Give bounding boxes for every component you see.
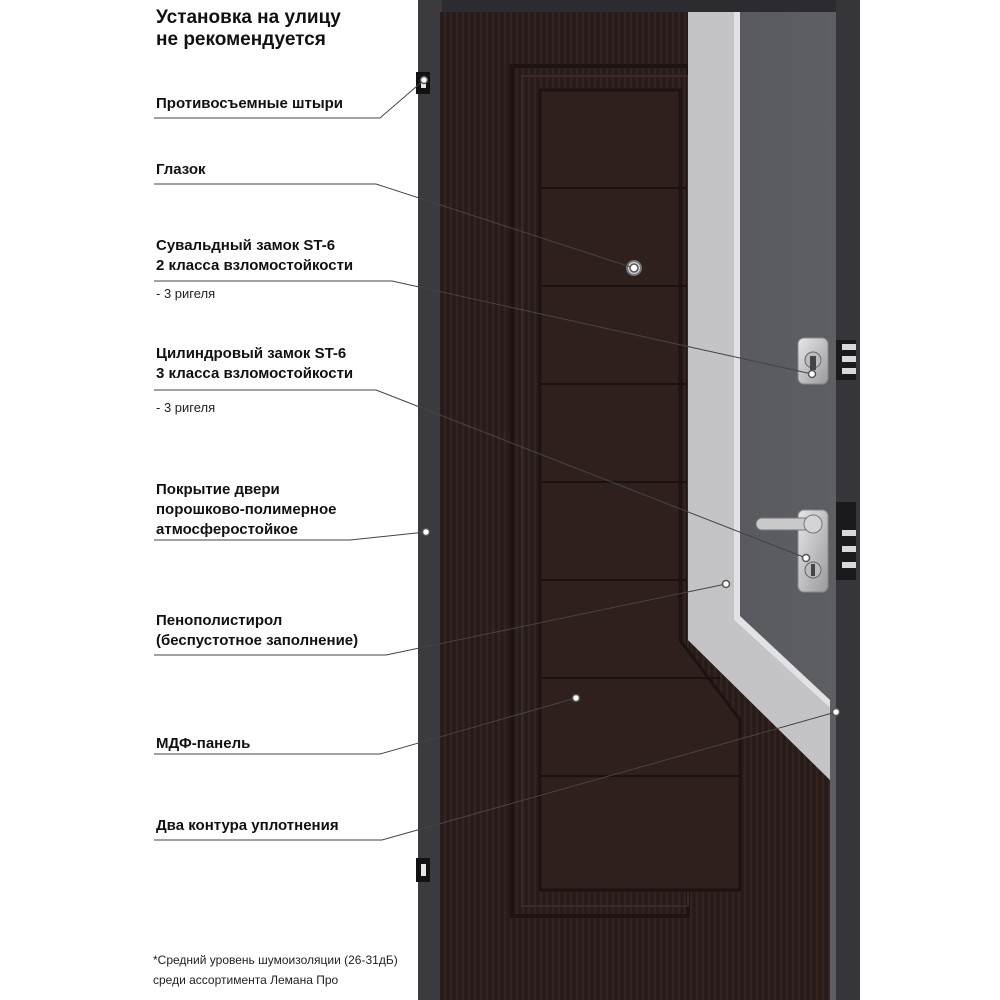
footnote: [153, 950, 398, 990]
label-line: атмосферостойкое: [156, 521, 298, 538]
label-seal-contours: [156, 816, 339, 836]
label-mdf-panel: [156, 734, 250, 754]
label-line: Пенополистирол: [156, 612, 283, 629]
label-foam-fill: [156, 611, 358, 651]
label-line: Цилиндровый замок ST-6: [156, 345, 347, 362]
lever-lock-note: - 3 ригеля: [156, 286, 216, 301]
label-line: Глазок: [156, 161, 206, 178]
label-line: Сувальдный замок ST-6: [156, 237, 336, 254]
label-lever-lock: [156, 236, 353, 276]
label-cylinder-lock: [156, 344, 353, 384]
cylinder-lock-note: - 3 ригеля: [156, 400, 216, 415]
footnote-line-1: *Средний уровень шумоизоляции (26-31дБ): [153, 953, 398, 967]
label-line: порошково-полимерное: [156, 501, 337, 518]
label-line: (беспустотное заполнение): [156, 632, 359, 649]
label-peephole: [156, 160, 206, 180]
label-line: МДФ-панель: [156, 735, 251, 752]
warning-line-2: не рекомендуется: [156, 29, 326, 50]
label-line: Два контура уплотнения: [156, 817, 339, 834]
warning-title: [156, 7, 341, 51]
label-line: 2 класса взломостойкости: [156, 257, 354, 274]
label-line: 3 класса взломостойкости: [156, 365, 354, 382]
footnote-line-2: среди ассортимента Лемана Про: [153, 973, 339, 987]
label-anti-removal-pins: [156, 94, 343, 114]
label-line: Противосъемные штыри: [156, 95, 344, 112]
warning-line-1: Установка на улицу: [156, 7, 341, 28]
label-coating: [156, 480, 336, 540]
label-line: Покрытие двери: [156, 481, 280, 498]
